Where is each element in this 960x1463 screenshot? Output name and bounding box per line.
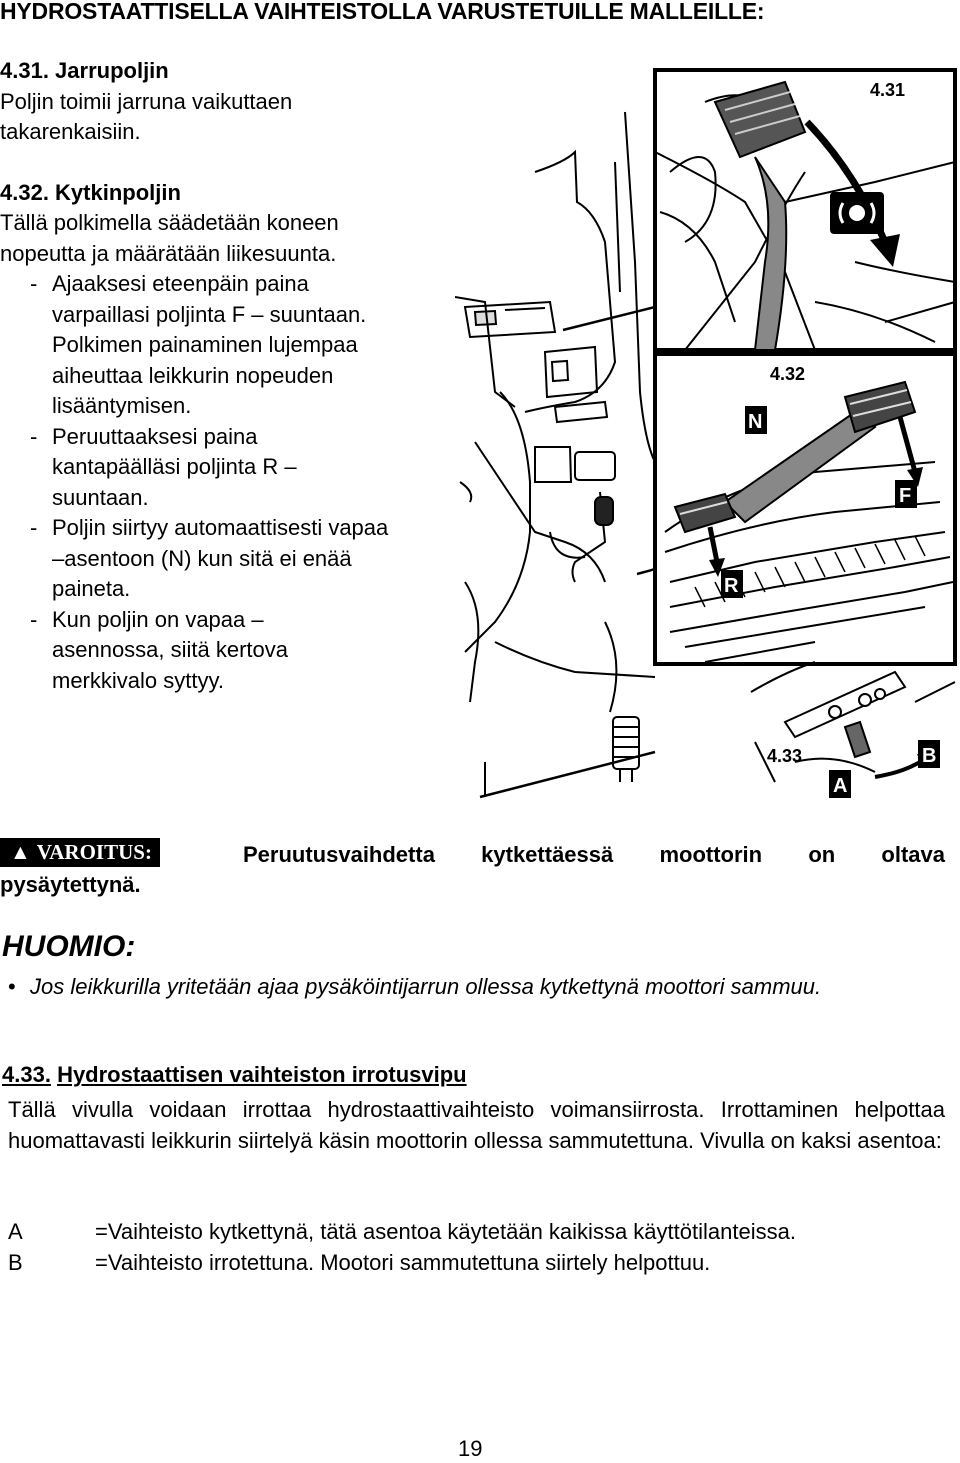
dash-marker: - [30, 606, 38, 632]
fig-label-4-33: 4.33 [767, 746, 803, 766]
dash-marker: - [30, 423, 38, 449]
bullet-marker: • [8, 974, 16, 999]
fig-label-4-32: 4.32 [770, 364, 806, 384]
warning-triangle-icon: ▲ [10, 840, 31, 864]
dash-marker: - [30, 271, 38, 296]
list-item-text: Ajaaksesi eteenpäin paina varpaillasi poljinta F – suuntaan. Polkimen painaminen lujempaa aiheuttaa leikkurin nopeuden lisääntymisen. [52, 271, 367, 418]
page-header: HYDROSTAATTISELLA VAIHTEISTOLLA VARUSTETUILLE MALLEILLE: [0, 0, 765, 24]
label-a: A [833, 775, 848, 797]
section-4-33-body: Tällä vivulla voidaan irrottaa hydrostaattivaihteisto voimansiirrosta. Irrottaminen helpottaa huomattavasti leikkurin siirtelyä käsin moottorin ollessa sammutettuna. Vivulla on kaksi asentoa: [8, 1097, 945, 1153]
section-4-31-text: Poljin toimii jarruna vaikuttaen takarenkaisiin. [0, 88, 293, 144]
section-4-33-heading [2, 1062, 467, 1088]
list-item [0, 422, 342, 514]
list-item-text: Peruuttaaksesi paina kantapäälläsi poljinta R – suuntaan. [52, 423, 297, 510]
warning-row [0, 838, 945, 867]
section-4-31 [0, 56, 455, 148]
list-item [0, 269, 372, 422]
label-n: N [748, 411, 763, 433]
detail-4-32 [655, 354, 955, 664]
warning-badge [0, 838, 160, 867]
section-4-32 [0, 178, 455, 697]
pedal-illustration [455, 62, 960, 802]
dash-marker: - [30, 515, 38, 540]
note-bullet-text: Jos leikkurilla yritetään ajaa pysäköintijarrun ollessa kytkettynä moottori sammuu. [30, 974, 822, 999]
list-item [0, 513, 402, 605]
fig-label-4-31: 4.31 [870, 80, 906, 100]
detail-4-31 [655, 70, 955, 350]
list-item-text: Poljin siirtyy automaattisesti vapaa –asentoon (N) kun sitä ei enää paineta. [52, 515, 389, 601]
list-item [0, 605, 352, 697]
section-4-31-heading: 4.31. Jarrupoljin [0, 58, 169, 83]
section-4-32-text: Tällä polkimella säädetään koneen nopeutta ja määrätään liikesuunta. [0, 210, 339, 266]
section-4-32-heading: 4.32. Kytkinpoljin [0, 179, 181, 205]
label-f: F [899, 485, 912, 507]
warning-badge-label: VAROITUS: [36, 840, 152, 864]
label-b: B [922, 745, 937, 767]
warning-text: Peruutusvaihdetta kytkettäessä moottorin on oltava [243, 842, 945, 867]
position-value: =Vaihteisto irrotettuna. Mootori sammutettuna siirtely helpottuu. [95, 1250, 711, 1275]
section-4-33-number: 4.33. [2, 1062, 51, 1087]
position-value: =Vaihteisto kytkettynä, tätä asentoa käytetään kaikissa käyttötilanteissa. [95, 1219, 796, 1244]
left-column [0, 56, 455, 726]
page-number: 19 [458, 1436, 483, 1461]
note-bullet [8, 972, 945, 1002]
note-title: HUOMIO: [2, 930, 136, 963]
label-r: R [724, 575, 739, 597]
section-4-33-title: Hydrostaattisen vaihteiston irrotusvipu [57, 1062, 467, 1087]
warning-continuation: pysäytettynä. [0, 872, 141, 897]
position-key: B [8, 1250, 23, 1275]
detail-4-33 [751, 662, 955, 802]
position-key: A [8, 1219, 23, 1244]
list-item-text: Kun poljin on vapaa – asennossa, siitä kertova merkkivalo syttyy. [52, 606, 289, 693]
